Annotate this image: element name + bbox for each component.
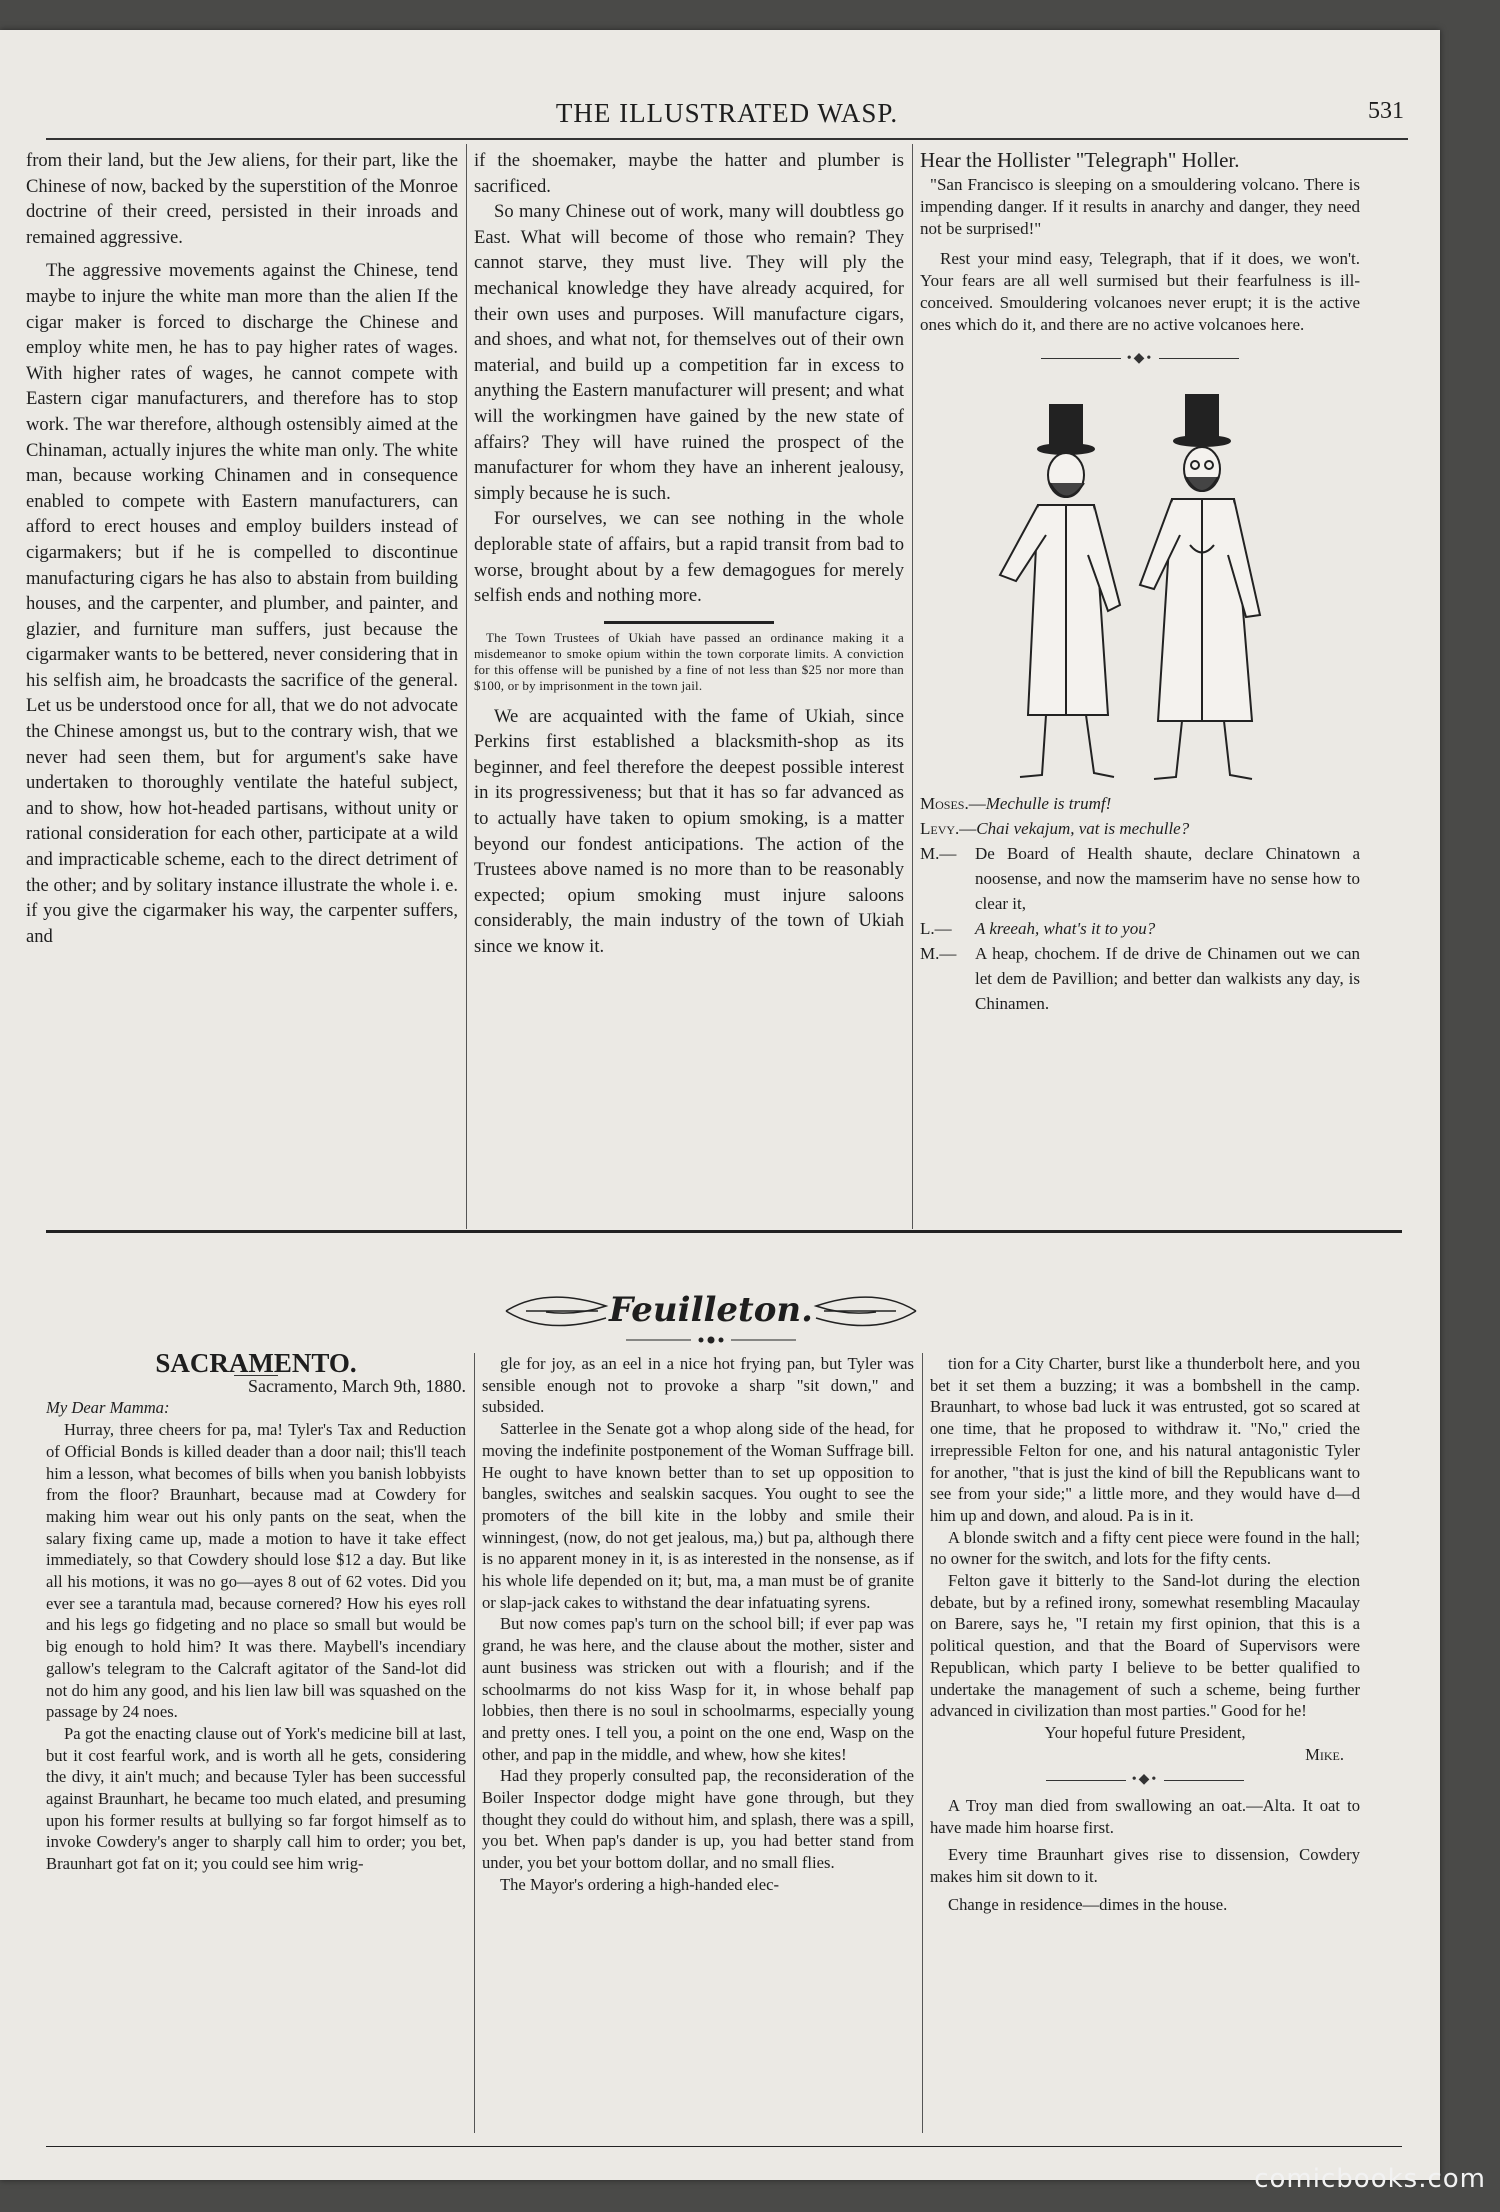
line: Chai vekajum, vat is mechulle? [976, 819, 1190, 839]
ornament-divider: •◆• [930, 1769, 1360, 1791]
newspaper-page [26, 58, 1422, 2163]
paragraph: The Mayor's ordering a high-handed elec- [500, 1874, 779, 1894]
paragraph: A Troy man died from swallowing an oat.—Alta. It oat to have made him hoarse first. [930, 1796, 1360, 1837]
speaker: M.— [920, 944, 957, 964]
running-title: THE ILLUSTRATED WASP. [555, 98, 899, 128]
watermark: comicbooks.com [1254, 2164, 1486, 2194]
section-divider [604, 621, 774, 624]
paragraph: For ourselves, we can see nothing in the whole deplorable state of affairs, but a rapid transit from bad to worse, brought about by a few demagogues for merely selfish ends and nothing more. [474, 508, 904, 607]
line: De Board of Health shaute, declare Chinatown a noosense, and now the mamserim have no sense how to clear it, [975, 844, 1360, 914]
paragraph: Rest your mind easy, Telegraph, that if it does, we won't. Your fears are all well surmised but their fearfulness is ill-conceived. Smouldering volcanoes never erupt; it is the active ones which do it, and there are no active volcanoes here. [920, 248, 1360, 334]
speaker: L.— [920, 919, 952, 939]
salutation: My Dear Mamma: [46, 1398, 170, 1418]
column-1 [26, 148, 458, 1226]
column-3 [920, 148, 1360, 1228]
bottom-rule [46, 2146, 1402, 2147]
notice-text: The Town Trustees of Ukiah have passed an ordinance making it a misdemeanor to smoke opium within the town corporate limits. A conviction for this offense will be punished by a fine of not less than $25 nor more than $100, or by imprisonment in the town jail. [474, 629, 904, 693]
cartoon-illustration [990, 385, 1290, 785]
speaker: M.— [920, 844, 957, 864]
page-number: 531 [1368, 98, 1404, 124]
signoff: Your hopeful future President, [1044, 1722, 1246, 1742]
paragraph: from their land, but the Jew aliens, for their part, like the Chinese of now, backed by the superstition of the Monroe doctrine of their creed, persisted in their inroads and remained aggressive. [26, 150, 458, 248]
speaker: Levy.— [920, 819, 977, 839]
dialog-line [920, 941, 1360, 1016]
paragraph: Pa got the enacting clause out of York's medicine bill at last, but it cost fearful work, and is worth all he gets, considering the divy, it ain't much; and because Tyler has been successful against Braunhart, he became too much elated, and presuming upon his former results at bullying so far forgot himself as to invoke Cowdery's anger to sharply call him to order; you bet, Braunhart got fat on it; you could see him wrig- [46, 1723, 466, 1874]
feuilleton-banner [486, 1276, 936, 1346]
dateline: Sacramento, March 9th, 1880. [248, 1375, 466, 1396]
page-sheet [0, 30, 1440, 2180]
section-rule [46, 1230, 1402, 1233]
paragraph: We are acquainted with the fame of Ukiah, since Perkins first established a blacksmith-shop as its beginner, and feel therefore the deepest possible interest in its progressiveness; but that it has so far advanced as to actually have taken to opium smoking, is a matter beyond our fondest anticipations. The action of the Trustees above named is no more than to be reasonably expected; opium smoking must injure saloons considerably, the main industry of the town of Ukiah since we know it. [474, 705, 904, 958]
page-header [46, 98, 1408, 140]
column-rule [912, 144, 913, 1229]
dialog-line [920, 816, 1360, 841]
paragraph: Had they properly consulted pap, the reconsideration of the Boiler Inspector dodge might have gone through, but they thought they could do without him, and splash, there was a spill, you bet. When pap's dander is up, you had better stand from under, you bet your bottom dollar, and no small flies. [482, 1766, 914, 1873]
sacramento-column-3 [930, 1353, 1360, 2143]
line: A heap, chochem. If de drive de Chinamen out we can let dem de Pavillion; and better dan walkists any day, is Chinamen. [975, 944, 1360, 1014]
paragraph: But now comes pap's turn on the school bill; if ever pap was grand, he was here, and the clause about the mother, sister and aunt business was stricken out with a flourish; and if the schoolmarms do not kiss Wasp for it, in whose behalf pap lobbies, then there is no soul in schoolmarms, especially young and pretty ones. I tell you, a point on the one end, Wasp on the other, and pap in the middle, and whew, how she kites! [482, 1614, 914, 1764]
column-rule [922, 1353, 923, 2133]
paragraph: So many Chinese out of work, many will doubtless go East. What will become of those who remain? They cannot starve, they must live. They will ply the mechanical knowledge they have already acquired, for their own uses and purposes. Will manufacture cigars, and shoes, and what not, for themselves out of their own material, and build up a competition far in excess to anything the Eastern manufacturer will present; and what will the workingmen have gained by the new state of affairs? They will have ruined the prospect of the manufacturer for whom they have an inherent jealousy, simply because he is such. [474, 201, 904, 504]
feuilleton-title: Feuilleton. [609, 1290, 813, 1330]
ornament-divider: •◆• [920, 346, 1360, 372]
column-rule [466, 144, 467, 1229]
paragraph: Felton gave it bitterly to the Sand-lot during the election debate, but by a refined irony, somewhat resembling Macaulay on Barere, says he, "I retain my first opinion, that this is a political question, and that the Board of Supervisors were Republican, which party I believe to be better qualified to undertake the management of such a scheme, being further advanced in civilization than most parties." Good for he! [930, 1571, 1360, 1721]
ukiah-notice [474, 630, 904, 694]
paragraph: gle for joy, as an eel in a nice hot frying pan, but Tyler was sensible enough not to provoke a sharp "sit down," and subsided. [482, 1354, 914, 1417]
sacramento-column-1 [46, 1353, 466, 2143]
quote: "San Francisco is sleeping on a smouldering volcano. There is impending danger. If it results in anarchy and danger, they need not be surprised!" [920, 174, 1360, 238]
cartoon-dialog [920, 791, 1360, 1016]
article-title: Hear the Hollister "Telegraph" Holler. [920, 148, 1240, 172]
paragraph: Satterlee in the Senate got a whop along side of the head, for moving the indefinite postponement of the Woman Suffrage bill. He ought to have known better than to set up opposition to bangles, switches and sealskin sacques. You ought to see the promoters of the bill kite in the lobby and smile their winningest, (now, do not get jealous, ma,) but pa, although there is no apparent money in it, is as interested in the nonsense, as if his whole life depended on it; but, ma, a man must be of granite or slap-jack cakes to withstand the dear infatuating syrens. [482, 1419, 914, 1612]
article-title: SACRAMENTO. [155, 1353, 357, 1378]
paragraph: Every time Braunhart gives rise to dissension, Cowdery makes him sit down to it. [930, 1845, 1360, 1887]
paragraph: Change in residence—dimes in the house. [948, 1894, 1228, 1914]
paragraph: Hurray, three cheers for pa, ma! Tyler's Tax and Reduction of Official Bonds is killed deader than a door nail; this'll teach him a lesson, what becomes of bills when you banish lobbyists from the floor? Braunhart, because mad at Cowdery for making him wear out his only pants on the seat, when the salary fixing came up, made a motion to have it take effect immediately, so that Cowdery should lose $12 a day. But like all his motions, it was no go—ayes 8 out of 62 votes. Did you ever see a tarantula mad, because cornered? How his eyes roll and his legs go fidgeting and no place so small but would be big enough to hold him? It was there. Maybell's incendiary gallow's telegram to the Calcraft agitator of the Sand-lot did not do him any good, and his lien law bill was squashed on the passage by 24 noes. [46, 1420, 466, 1722]
dialog-line [920, 916, 1360, 941]
dialog-line [920, 841, 1360, 916]
line: Mechulle is trumf! [985, 794, 1112, 814]
sacramento-column-2 [482, 1353, 914, 2143]
speaker: Moses.— [920, 794, 986, 814]
paragraph: tion for a City Charter, burst like a thunderbolt here, and you bet it set them a buzzing; it was a bombshell in the camp. Braunhart, to whose bad luck it was entrusted, got so scared at one time, that he proposed to withdraw it. "No," cried the irrepressible Felton for one, and his natural antagonistic Tyler for another, "that is just the kind of bill the Republicans want to see from your side;" a little more, and they would have d—d him up and down, and aloud. Pa is in it. [930, 1354, 1360, 1525]
line: A kreeah, what's it to you? [975, 919, 1156, 939]
paragraph: if the shoemaker, maybe the hatter and plumber is sacrificed. [474, 150, 904, 197]
paragraph: The aggressive movements against the Chinese, tend maybe to injure the white man more than the alien If the cigar maker is forced to discharge the Chinese and employ white men, he has to pay higher rates of wages. With higher rates of wages, he cannot compete with Eastern cigar manufacturers, and therefore has to stop work. The war therefore, although ostensibly aimed at the Chinaman, actually injures the white man only. The white man, because working Chinamen and in consequence enabled to compete with Eastern manufacturers, can afford to erect houses and employ builders instead of cigarmakers; but if he is compelled to discontinue manufacturing cigars he has also to abstain from building houses, and the carpenter, and plumber, and painter, and glazier, and furniture man suffers, just because the cigarmaker wants to be bettered, never considering that in his selfish aim, he broadcasts the sacrifice of the general. Let us be understood once for all, that we do not advocate the Chinese amongst us, but to the contrary wish, that we never had seen them, but for argument's sake have undertaken to thoroughly ventilate the hateful subject, and to show, how hot-headed partisans, without unity or rational consideration for each other, participate at a wild and impracticable scheme, each to the direct detriment of the other; and by solitary instance illustrate the whole i. e. if you give the cigarmaker his way, the carpenter suffers, and [26, 260, 458, 947]
signature: Mike. [1305, 1744, 1344, 1764]
column-2 [474, 148, 904, 1228]
paragraph: A blonde switch and a fifty cent piece were found in the hall; no owner for the switch, and lots for the fifty cents. [930, 1527, 1360, 1569]
dialog-line [920, 791, 1360, 816]
column-rule [474, 1353, 475, 2133]
